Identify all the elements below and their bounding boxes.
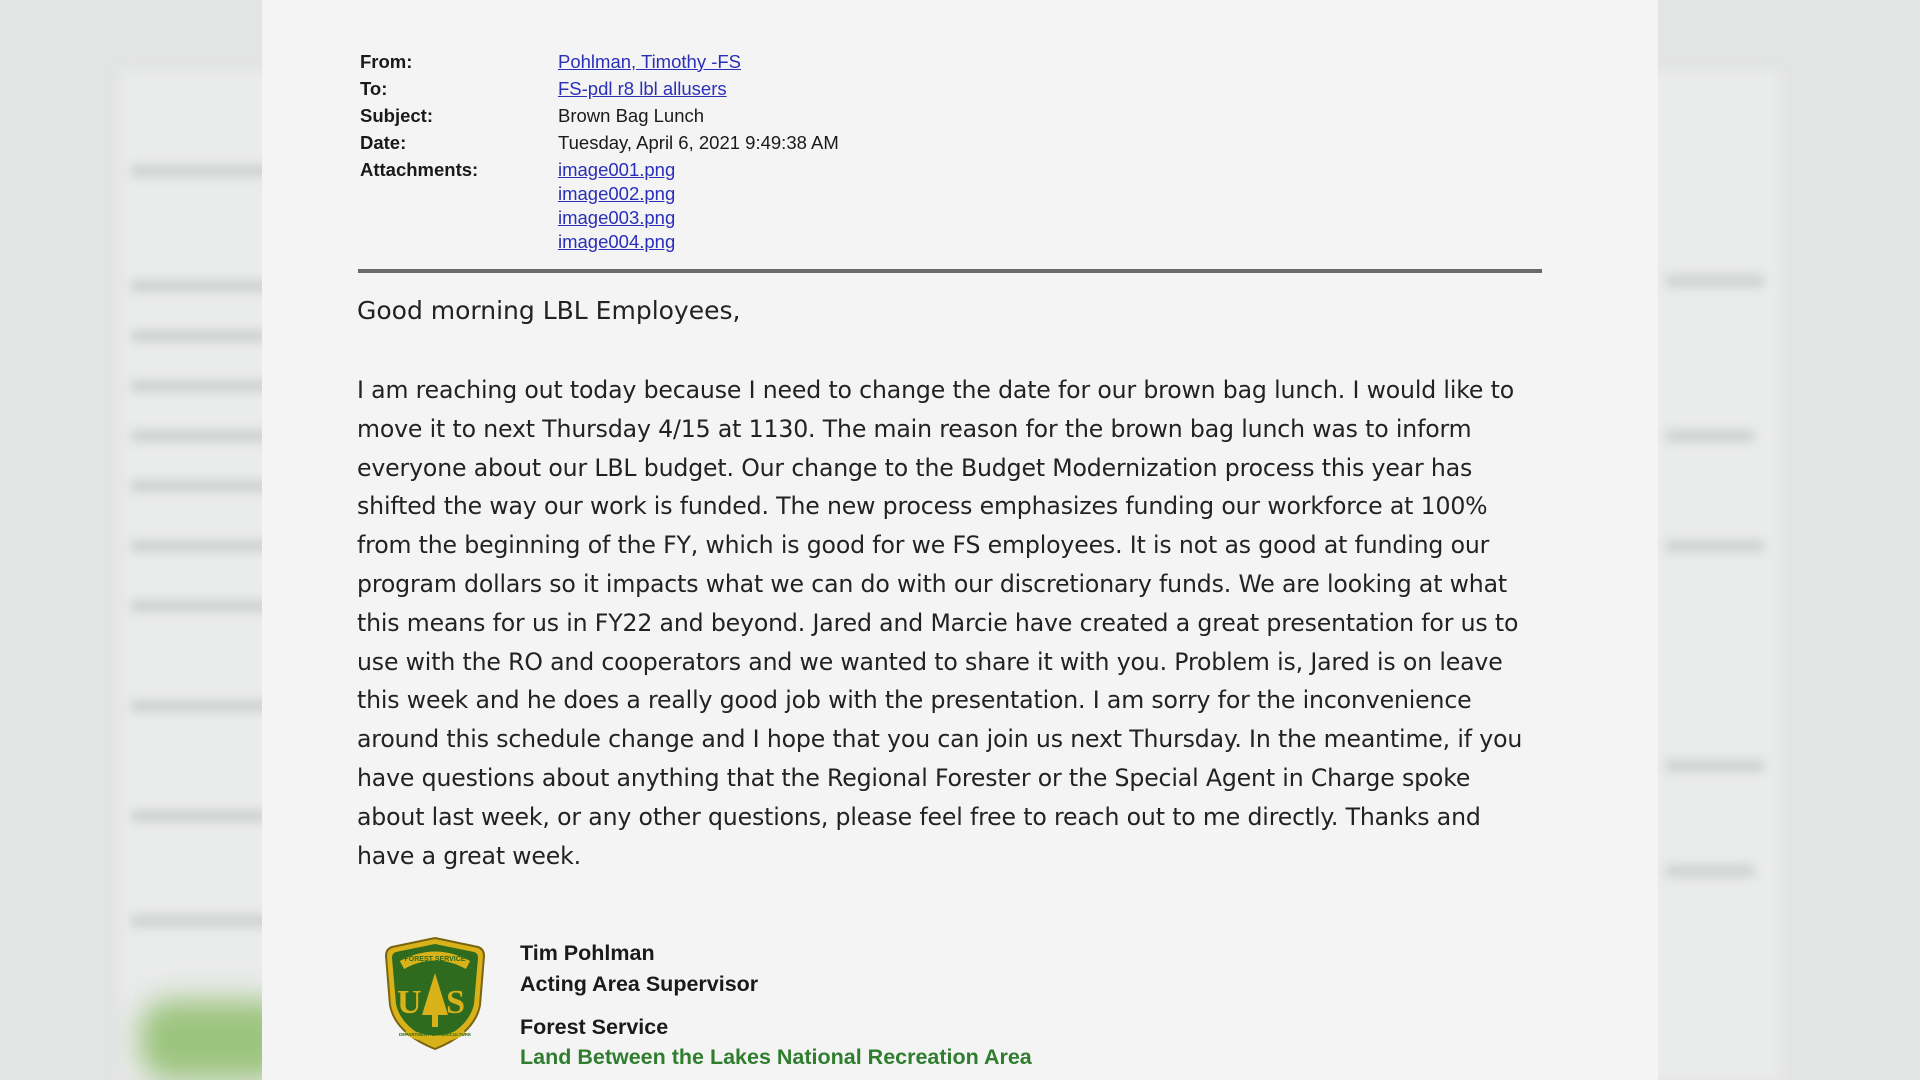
blurred-line: [130, 330, 270, 342]
attachment-link[interactable]: image001.png: [558, 159, 676, 180]
from-row: [360, 48, 839, 75]
subject-row: [360, 102, 839, 129]
signature-unit: Land Between the Lakes National Recreation Area: [520, 1045, 1032, 1069]
body-line: from the beginning of the FY, which is good for we FS employees. It is not as good at funding our: [357, 531, 1490, 560]
body-line: this means for us in FY22 and beyond. Jared and Marcie have created a great presentation for us to: [357, 608, 1519, 637]
blurred-line: [1665, 865, 1755, 877]
body-line: about last week, or any other questions, please feel free to reach out to me directly. Thanks and: [357, 802, 1481, 831]
attachment-link[interactable]: image004.png: [558, 231, 676, 252]
blurred-line: [130, 430, 270, 442]
signature-org: Forest Service: [520, 1015, 669, 1039]
blurred-line: [130, 165, 280, 177]
signature-block: [520, 938, 1032, 1073]
body-line: use with the RO and cooperators and we wanted to share it with you. Problem is, Jared is on leave: [357, 647, 1503, 676]
body-line: have questions about anything that the Regional Forester or the Special Agent in Charge spoke: [357, 763, 1471, 792]
greeting: Good morning LBL Employees,: [357, 296, 741, 325]
to-label: To:: [360, 77, 388, 99]
to-link[interactable]: FS-pdl r8 lbl allusers: [558, 77, 727, 99]
attachment-link[interactable]: image002.png: [558, 183, 676, 204]
blurred-line: [1665, 540, 1765, 552]
blurred-line: [1665, 760, 1765, 772]
header-divider: [358, 269, 1542, 273]
to-row: [360, 75, 839, 102]
from-label: From:: [360, 50, 413, 72]
attachment-link[interactable]: image003.png: [558, 207, 676, 228]
subject-label: Subject:: [360, 104, 433, 126]
blurred-line: [1665, 275, 1765, 287]
body-line: move it to next Thursday 4/15 at 1130. The main reason for the brown bag lunch was to inform: [357, 414, 1472, 443]
body-line: program dollars so it impacts what we can do with our discretionary funds. We are looking at what: [357, 569, 1508, 598]
from-link[interactable]: Pohlman, Timothy -FS: [558, 50, 742, 72]
logo-text-top: FOREST SERVICE: [404, 956, 466, 963]
date-row: [360, 129, 839, 156]
usfs-shield-icon: [380, 935, 490, 1053]
date-label: Date:: [360, 131, 407, 153]
logo-text-bottom: DEPARTMENT OF AGRICULTURE: [399, 1032, 471, 1037]
subject-value: Brown Bag Lunch: [558, 104, 705, 126]
attachments-label: Attachments:: [360, 158, 479, 180]
blurred-line: [130, 540, 280, 552]
signature-name: Tim Pohlman: [520, 941, 655, 965]
logo-monogram: U S: [397, 984, 473, 1021]
email-printout: [262, 0, 1658, 1080]
email-body: [357, 371, 1547, 875]
blurred-line: [130, 700, 280, 712]
blurred-line: [1665, 430, 1755, 442]
body-line: around this schedule change and I hope that you can join us next Thursday. In the meantime, if you: [357, 725, 1523, 754]
blurred-line: [130, 600, 270, 612]
blurred-line: [130, 810, 270, 822]
signature-title: Acting Area Supervisor: [520, 972, 759, 996]
blurred-line: [130, 480, 280, 492]
blurred-line: [130, 380, 280, 392]
attachment-list: [558, 158, 675, 254]
body-line: shifted the way our work is funded. The new process emphasizes funding our workforce at 100%: [357, 492, 1488, 521]
body-line: everyone about our LBL budget. Our change to the Budget Modernization process this year has: [357, 453, 1473, 482]
body-line: have a great week.: [357, 841, 582, 870]
date-value: Tuesday, April 6, 2021 9:49:38 AM: [558, 131, 839, 153]
blurred-line: [130, 915, 280, 927]
body-line: this week and he does a really good job with the presentation. I am sorry for the inconvenience: [357, 686, 1472, 715]
body-line: I am reaching out today because I need to change the date for our brown bag lunch. I would like to: [357, 376, 1515, 404]
